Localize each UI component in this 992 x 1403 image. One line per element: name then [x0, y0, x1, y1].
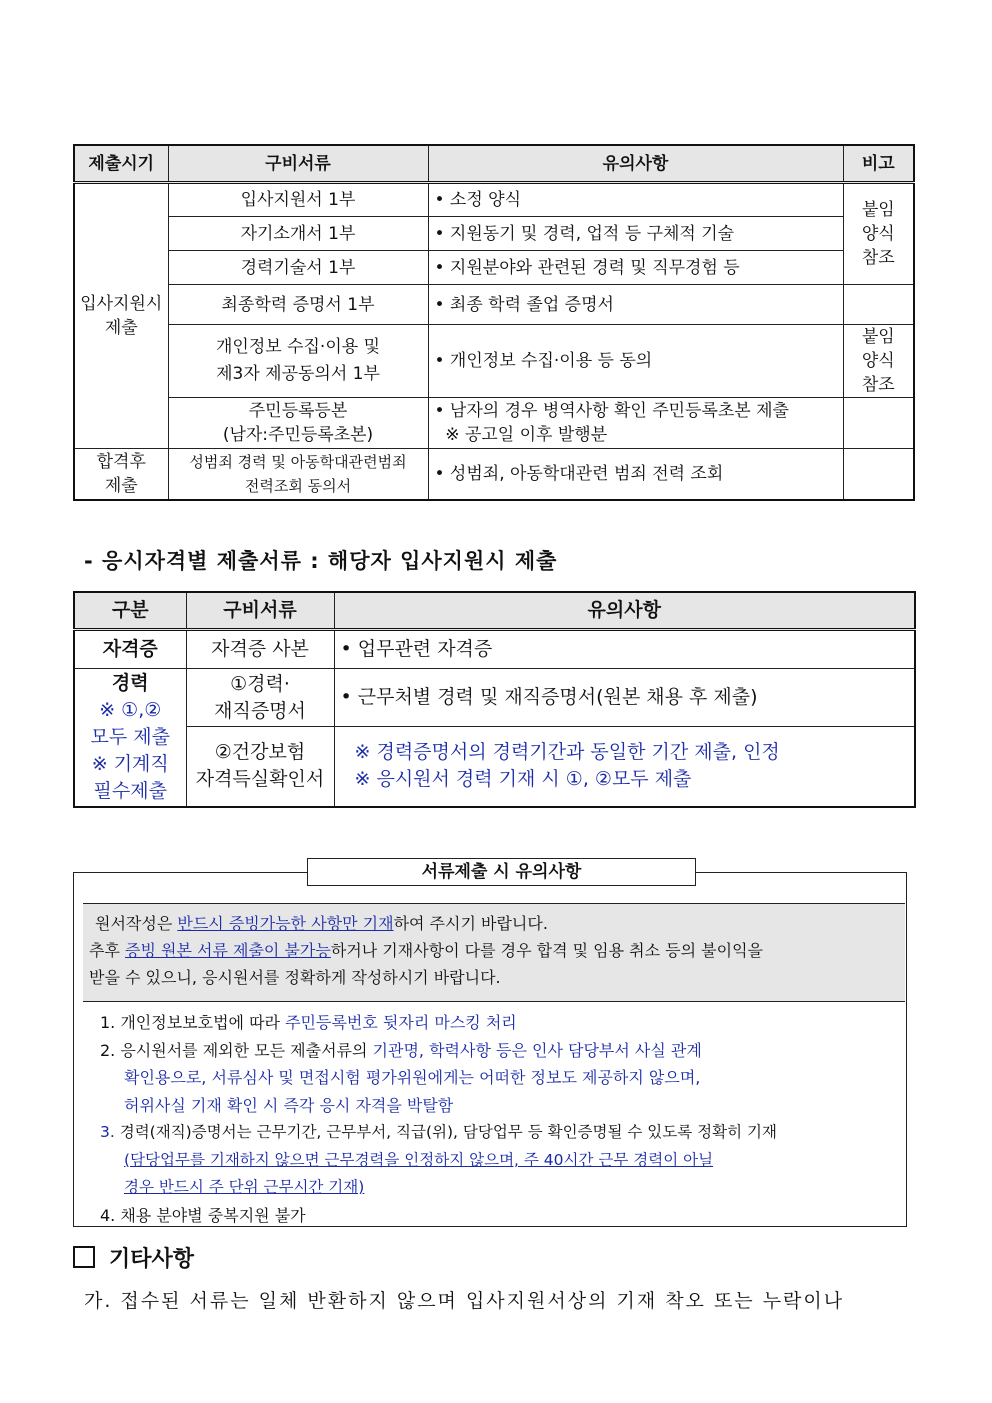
header-remarks: 비고: [843, 145, 914, 183]
table-row: [74, 285, 914, 325]
list-item: 3. 경력(재직)증명서는 근무기간, 근무부서, 직급(위), 담당업무 등 확인증명될 수 있도록 정확히 기재: [100, 1123, 777, 1141]
note-cell: • 개인정보 수집·이용 등 동의: [428, 325, 843, 398]
paragraph-line: 가. 접수된 서류는 일체 반환하지 않으며 입사지원서상의 기재 착오 또는 누락이나: [84, 1290, 845, 1312]
doc-cell: 자기소개서 1부: [168, 217, 428, 251]
table-row: [74, 251, 914, 285]
table-row: [74, 325, 914, 398]
table-header-row: [74, 592, 915, 630]
notice-title: 서류제출 시 유의사항: [307, 858, 696, 886]
checkbox-square-icon: [73, 1246, 95, 1268]
header-category: 구분: [74, 592, 186, 630]
header-notes: 유의사항: [428, 145, 843, 183]
qualification-documents-table: [73, 591, 916, 808]
notice-line: 받을 수 있으니, 응시원서를 정확하게 작성하시기 바랍니다.: [89, 968, 501, 987]
note-cell: [334, 727, 915, 807]
table-header-row: [74, 145, 914, 183]
doc-cell: 성범죄 경력 및 아동학대관련범죄 전력조회 동의서: [168, 449, 428, 500]
required-documents-table: [73, 144, 915, 501]
section-title-other: 기타사항: [73, 1242, 194, 1273]
doc-cell: 주민등록등본 (남자:주민등록초본): [168, 398, 428, 449]
table-row: [74, 669, 915, 727]
doc-cell: 개인정보 수집·이용 및 제3자 제공동의서 1부: [168, 325, 428, 398]
header-documents: 구비서류: [168, 145, 428, 183]
doc-cell: 경력기술서 1부: [168, 251, 428, 285]
list-item: 2. 응시원서를 제외한 모든 제출서류의 기관명, 학력사항 등은 인사 담당부서 사실 관계: [100, 1040, 702, 1060]
remark-cell-empty: [843, 449, 914, 500]
notice-line: 추후 증빙 원본 서류 제출이 불가능하거나 기재사항이 다를 경우 합격 및 임용 취소 등의 불이익을: [89, 941, 764, 960]
note-cell: • 남자의 경우 병역사항 확인 주민등록초본 제출 ※ 공고일 이후 발행분: [428, 398, 843, 449]
note-cell: • 소정 양식: [428, 183, 843, 217]
list-item-continued: 허위사실 기재 확인 시 즉각 응시 자격을 박탈함: [124, 1095, 454, 1115]
remark-cell-empty: [843, 285, 914, 325]
list-item-continued: 확인용으로, 서류심사 및 면접시험 평가위원에게는 어떠한 정보도 제공하지 않으며,: [124, 1068, 701, 1087]
note-cell: • 성범죄, 아동학대관련 범죄 전력 조회: [428, 449, 843, 500]
note-cell: • 지원동기 및 경력, 업적 등 구체적 기술: [428, 217, 843, 251]
table-row: [74, 183, 914, 217]
header-submit-time: 제출시기: [74, 145, 168, 183]
doc-cell: 최종학력 증명서 1부: [168, 285, 428, 325]
category-career-note: ※ ①,② 모두 제출 ※ 기계직 필수제출: [90, 698, 170, 802]
note-cell: • 근무처별 경력 및 재직증명서(원본 채용 후 제출): [334, 669, 915, 727]
table-row: [74, 727, 915, 807]
remark-cell: 붙임 양식 참조: [843, 325, 914, 398]
notice-summary: [83, 903, 905, 1002]
list-item: 1. 개인정보보호법에 따라 주민등록번호 뒷자리 마스킹 처리: [100, 1013, 517, 1032]
category-career-label: 경력: [111, 671, 149, 694]
list-item-continued: (담당업무를 기재하지 않으면 근무경력을 인정하지 않으며, 주 40시간 근무 경력이 아닐: [124, 1150, 714, 1169]
note-line: ※ 응시원서 경력 기재 시 ①, ②모두 제출: [354, 768, 692, 791]
notice-line: 원서작성은 반드시 증빙가능한 사항만 기재하여 주시기 바랍니다.: [95, 914, 548, 933]
submit-time-apply: 입사지원시 제출: [74, 183, 168, 449]
doc-cell: 자격증 사본: [186, 630, 334, 669]
list-item-continued: 경우 반드시 주 단위 근무시간 기재): [124, 1178, 365, 1196]
doc-cell: 입사지원서 1부: [168, 183, 428, 217]
header-documents: 구비서류: [186, 592, 334, 630]
submit-time-after-pass: 합격후 제출: [74, 449, 168, 500]
section-title-qualification-documents: - 응시자격별 제출서류 : 해당자 입사지원시 제출: [84, 549, 558, 573]
note-line: ※ 경력증명서의 경력기간과 동일한 기간 제출, 인정: [354, 741, 780, 764]
table-row: [74, 398, 914, 449]
note-cell: • 지원분야와 관련된 경력 및 직무경험 등: [428, 251, 843, 285]
note-cell: • 최종 학력 졸업 증명서: [428, 285, 843, 325]
doc-cell: ②건강보험 자격득실확인서: [186, 727, 334, 807]
table-row: [74, 630, 915, 669]
category-certificate: 자격증: [74, 630, 186, 669]
header-notes: 유의사항: [334, 592, 915, 630]
doc-cell: ①경력· 재직증명서: [186, 669, 334, 727]
note-cell: • 업무관련 자격증: [334, 630, 915, 669]
remark-cell-empty: [843, 398, 914, 449]
remark-cell: 붙임 양식 참조: [843, 183, 914, 285]
category-career: [74, 669, 186, 807]
table-row: [74, 217, 914, 251]
list-item: 4. 채용 분야별 중복지원 불가: [100, 1205, 306, 1225]
table-row: [74, 449, 914, 500]
